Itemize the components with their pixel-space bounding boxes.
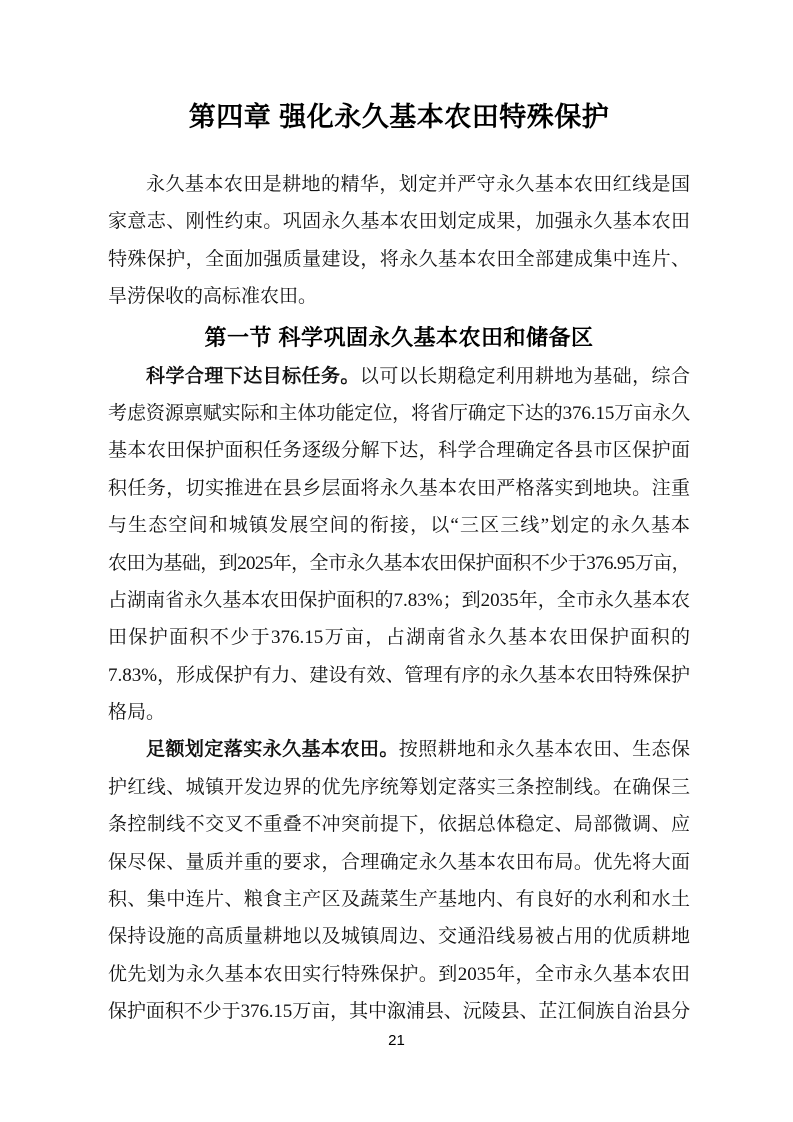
text-line: 积、集中连片、粮食主产区及蔬菜生产基地内、有良好的水利和水土 (108, 889, 690, 911)
text-line: 护红线、城镇开发边界的优先序统筹划定落实三条控制线。在确保三 (108, 776, 690, 798)
text-line (108, 731, 690, 768)
paragraph-lead: 足额划定落实永久基本农田。 (146, 739, 399, 761)
text-line: 条控制线不交叉不重叠不冲突前提下，依据总体稳定、局部微调、应 (108, 814, 690, 836)
page-number: 21 (388, 1032, 405, 1049)
lead-rest-text: 以可以长期稳定利用耕地为基础，综合 (359, 365, 690, 387)
text-line (108, 358, 690, 395)
text-line: 保持设施的高质量耕地以及城镇周边、交通沿线易被占用的优质耕地 (108, 926, 690, 948)
text-line: 占湖南省永久基本农田保护面积的7.83%；到2035年，全市永久基本农 (108, 589, 690, 611)
document-page (108, 0, 690, 1031)
chapter-title: 第四章 强化永久基本农田特殊保护 (188, 102, 610, 132)
text-line: 积任务，切实推进在县乡层面将永久基本农田严格落实到地块。注重 (108, 477, 690, 499)
text-line: 格局。 (108, 702, 166, 724)
text-line: 基本农田保护面积任务逐级分解下达，科学合理确定各县市区保护面 (108, 440, 690, 462)
paragraph-lead: 科学合理下达目标任务。 (146, 365, 360, 387)
section-title: 第一节 科学巩固永久基本农田和储备区 (204, 324, 594, 350)
text-line: 家意志、刚性约束。巩固永久基本农田划定成果，加强永久基本农田 (108, 211, 690, 233)
text-line: 田保护面积不少于376.15万亩，占湖南省永久基本农田保护面积的 (108, 627, 690, 649)
text-line: 考虑资源禀赋实际和主体功能定位，将省厅确定下达的376.15万亩永久 (108, 402, 690, 424)
text-line: 永久基本农田是耕地的精华，划定并严守永久基本农田红线是国 (146, 174, 690, 195)
text-line: 保护面积不少于376.15万亩，其中溆浦县、沅陵县、芷江侗族自治县分 (108, 1001, 690, 1023)
text-line: 旱涝保收的高标准农田。 (108, 286, 318, 308)
text-line: 优先划为永久基本农田实行特殊保护。到2035年，全市永久基本农田 (108, 963, 690, 985)
lead-rest-text: 按照耕地和永久基本农田、生态保 (398, 739, 690, 761)
paragraph-intro (108, 166, 690, 316)
text-line: 农田为基础，到2025年，全市永久基本农田保护面积不少于376.95万亩， (108, 552, 690, 574)
paragraph-delineation (108, 731, 690, 1030)
text-line: 保尽保、量质并重的要求，合理确定永久基本农田布局。优先将大面 (108, 851, 690, 873)
paragraph-targets (108, 358, 690, 732)
text-line: 特殊保护，全面加强质量建设，将永久基本农田全部建成集中连片、 (108, 248, 690, 270)
text-line: 与生态空间和城镇发展空间的衔接，以“三区三线”划定的永久基本 (108, 515, 690, 537)
text-line: 7.83%，形成保护有力、建设有效、管理有序的永久基本农田特殊保护 (108, 664, 690, 686)
